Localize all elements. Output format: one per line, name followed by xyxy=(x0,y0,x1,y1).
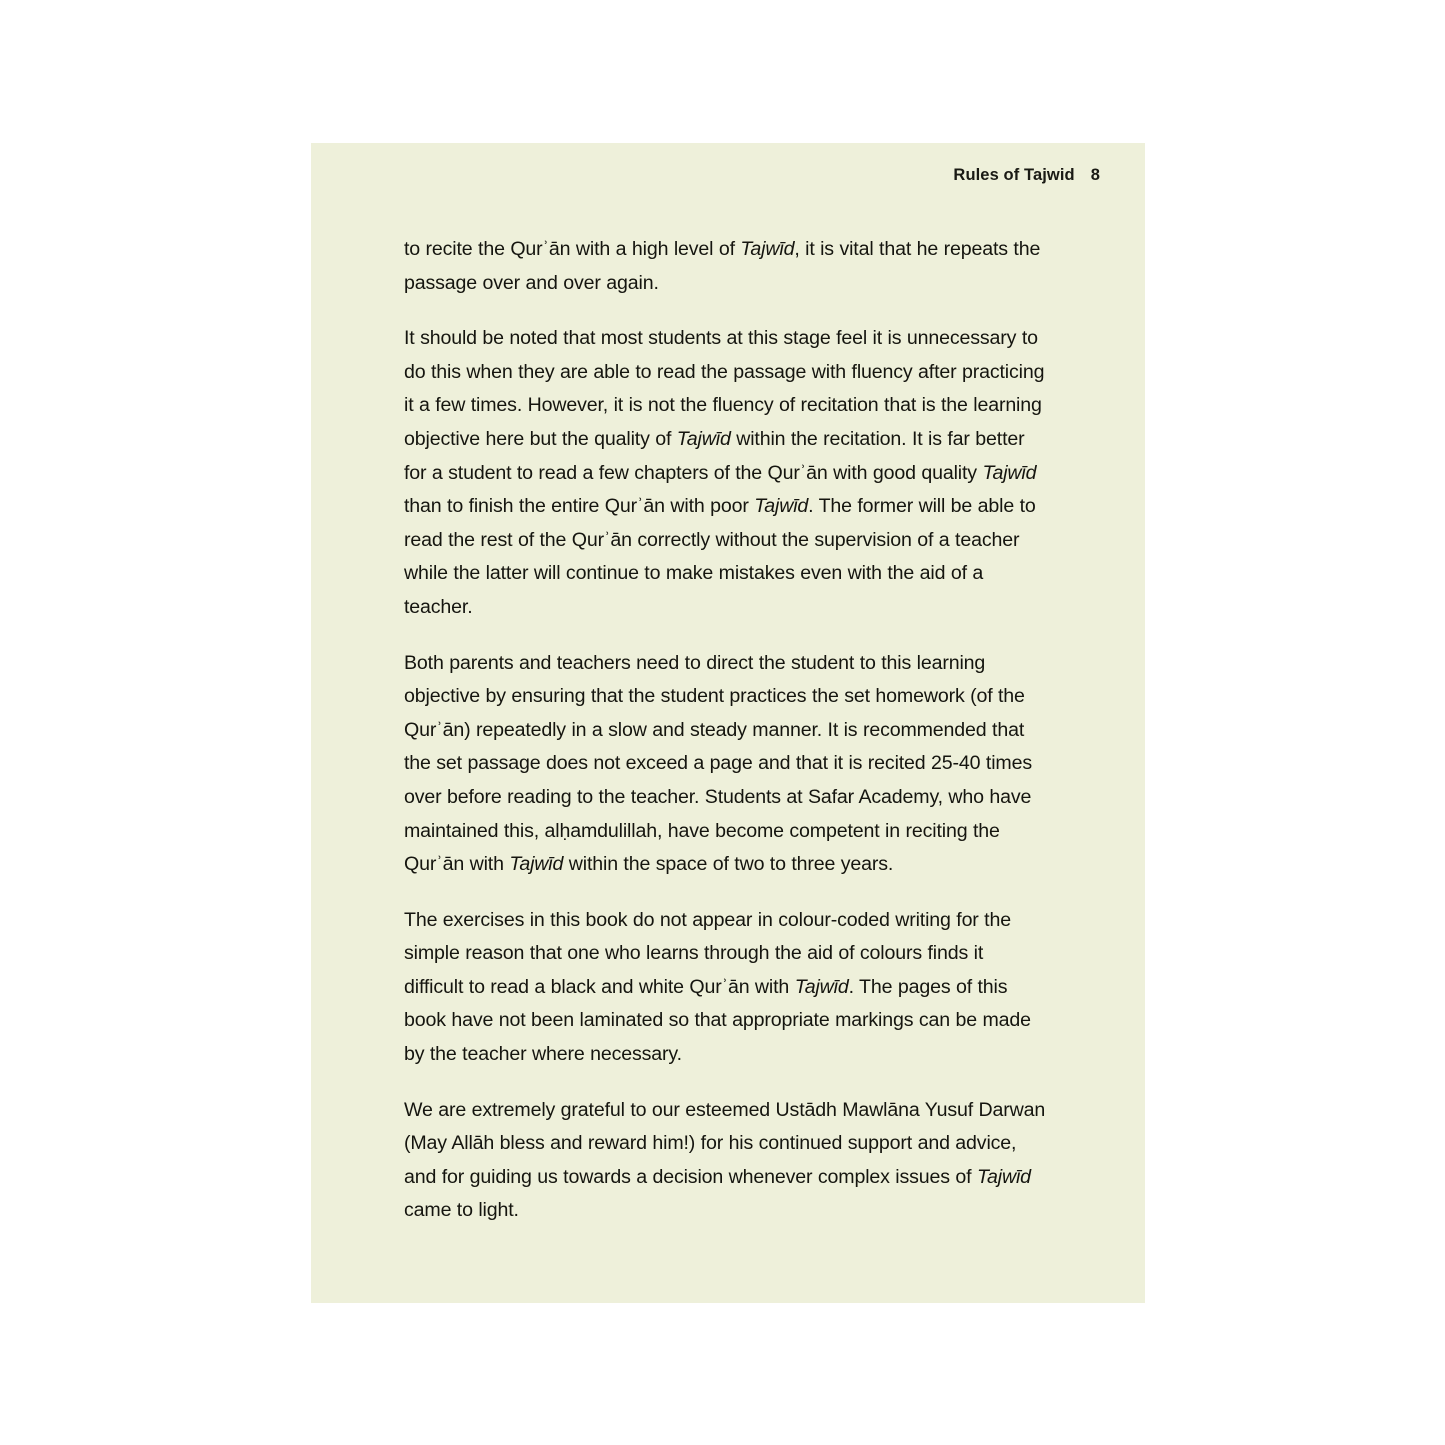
paragraph-5: We are extremely grateful to our esteemed Ustādh Mawlāna Yusuf Darwan (May Allāh bless and reward him!) for his continued support and advice, and for guiding us towards a decision whenever complex issues of Tajwīd came to light. xyxy=(404,1098,1046,1222)
body-text-column xyxy=(404,233,1047,1228)
paragraph-2: It should be noted that most students at this stage feel it is unnecessary to do this when they are able to read the passage with fluency after practicing it a few times. However, it is not the fluency of recitation that is the learning objective here but the quality of Tajwīd within the recitation. It is far better for a student to read a few chapters of the Qurʾān with good quality Tajwīd than to finish the entire Qurʾān with poor Tajwīd. The former will be able to read the rest of the Qurʾān correctly without the supervision of a teacher while the latter will continue to make mistakes even with the aid of a teacher. xyxy=(404,327,1045,618)
running-head-title: Rules of Tajwid xyxy=(953,166,1075,184)
book-page xyxy=(311,143,1145,1303)
paragraph-3: Both parents and teachers need to direct the student to this learning objective by ensuring that the student practices the set homework (of the Qurʾān) repeatedly in a slow and steady manner. It is recommended that the set passage does not exceed a page and that it is recited 25-40 times over before reading to the teacher. Students at Safar Academy, who have maintained this, alḥamdulillah, have become competent in reciting the Qurʾān with Tajwīd within the space of two to three years. xyxy=(404,651,1032,876)
paragraph-4: The exercises in this book do not appear in colour-coded writing for the simple reason that one who learns through the aid of colours finds it difficult to read a black and white Qurʾān with Tajwīd. The pages of this book have not been laminated so that appropriate markings can be made by the teacher where necessary. xyxy=(404,908,1031,1066)
running-head xyxy=(953,166,1100,185)
paragraph-1: to recite the Qurʾān with a high level of Tajwīd, it is vital that he repeats the passage over and over again. xyxy=(404,238,1041,294)
page-number: 8 xyxy=(1090,166,1100,184)
